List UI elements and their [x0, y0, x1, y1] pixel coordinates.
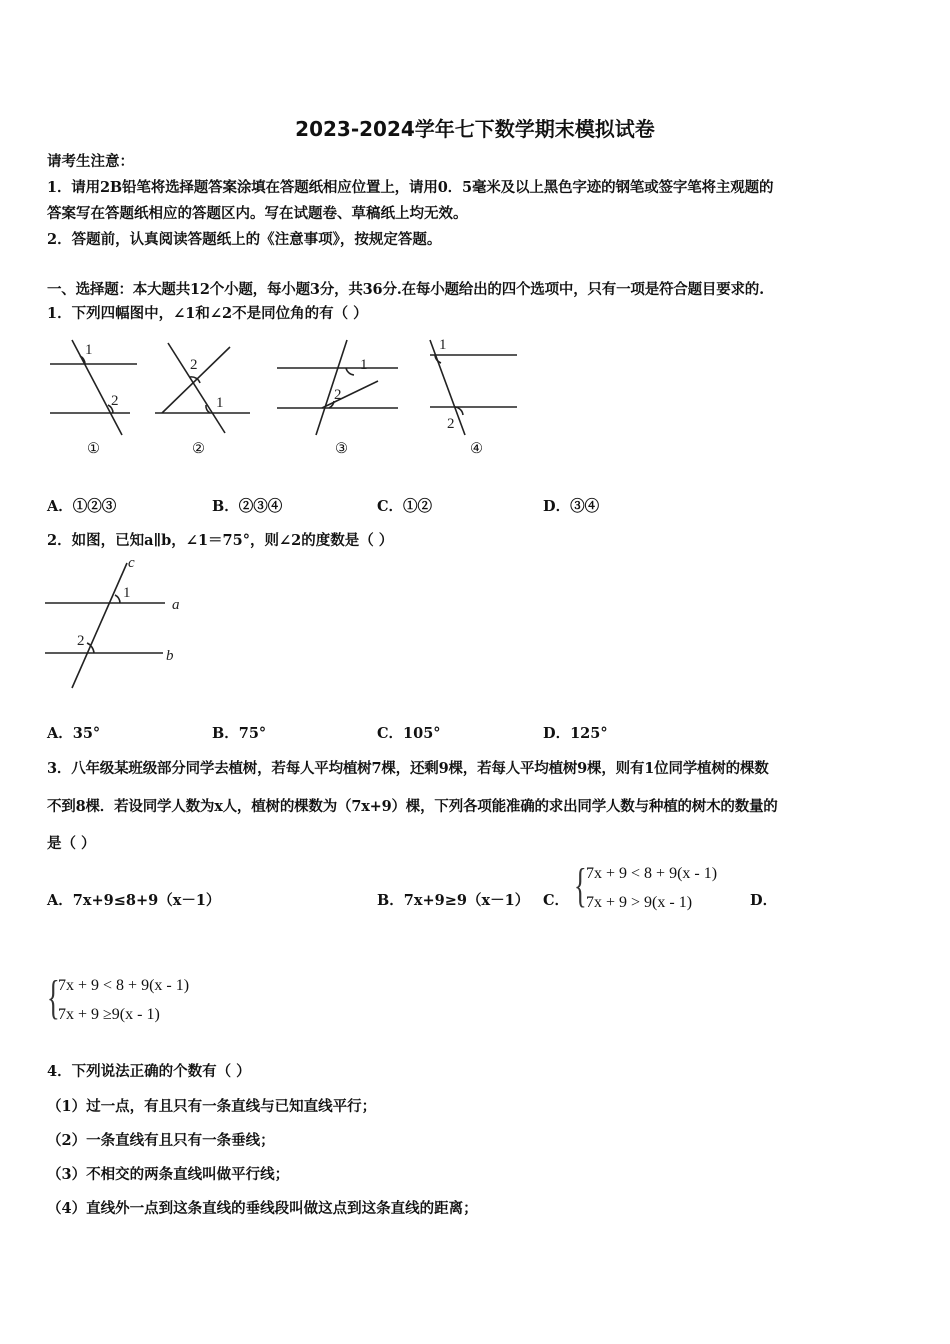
line-b-label: b — [166, 648, 174, 664]
q1-option-d: D．③④ — [543, 498, 600, 515]
q4-stem: 4．下列说法正确的个数有（ ） — [47, 1063, 251, 1080]
angle-1-label: 1 — [85, 342, 93, 358]
q4-item-2: （2）一条直线有且只有一条垂线； — [47, 1132, 275, 1149]
q1-fig-label-2: ② — [192, 441, 205, 457]
q4-item-4: （4）直线外一点到这条直线的垂线段叫做这点到这条直线的距离； — [47, 1200, 478, 1217]
q1-figure-1 — [45, 335, 135, 440]
q2-option-a: A．35° — [47, 725, 101, 742]
q3-option-a: A．7x+9≤8+9（x－1） — [47, 892, 221, 909]
brace-icon: { — [574, 859, 587, 912]
q1-fig-label-3: ③ — [335, 441, 348, 457]
notice-line-2: 2．答题前，认真阅读答题纸上的《注意事项》，按规定答题。 — [47, 231, 442, 248]
q3-line-3: 是（ ） — [47, 835, 96, 852]
q2-option-d: D．125° — [543, 725, 608, 742]
section-1-heading: 一、选择题：本大题共12个小题，每小题3分，共36分.在每小题给出的四个选项中，只有一项是符合题目要求的. — [47, 281, 764, 298]
q3-option-c-inequality-1: 7x + 9 < 8 + 9(x - 1) — [586, 865, 718, 882]
angle-1-label: 1 — [123, 585, 131, 601]
q2-option-c: C．105° — [377, 725, 441, 742]
q1-figure-3 — [272, 335, 402, 440]
q1-fig-label-1: ① — [87, 441, 100, 457]
q1-option-c: C．①② — [377, 498, 433, 515]
angle-2-label: 2 — [190, 357, 198, 373]
notice-heading: 请考生注意： — [47, 153, 134, 170]
q2-figure — [45, 555, 195, 695]
brace-icon: { — [47, 971, 60, 1024]
q1-fig-label-4: ④ — [470, 441, 483, 457]
q2-stem: 2．如图，已知a∥b，∠1＝75°，则∠2的度数是（ ） — [47, 532, 394, 549]
notice-line-1b: 答案写在答题纸相应的答题区内。写在试题卷、草稿纸上均无效。 — [47, 205, 468, 222]
q1-figure-4 — [425, 335, 525, 440]
q3-line-2: 不到8棵．若设同学人数为x人，植树的棵数为（7x+9）棵，下列各项能准确的求出同学人数与种植的树木的数量的 — [47, 798, 778, 815]
q1-option-b: B．②③④ — [212, 498, 283, 515]
q3-option-d: D． — [750, 892, 778, 909]
q4-item-3: （3）不相交的两条直线叫做平行线； — [47, 1166, 290, 1183]
angle-2-label: 2 — [111, 393, 119, 409]
q1-figure-2 — [150, 335, 255, 440]
q2-option-b: B．75° — [212, 725, 267, 742]
line-a-label: a — [172, 597, 180, 613]
notice-line-1a: 1．请用2B铅笔将选择题答案涂填在答题纸相应位置上，请用0．5毫米及以上黑色字迹的钢笔或签字笔将主观题的 — [47, 179, 774, 196]
angle-1-label: 1 — [439, 337, 447, 353]
angle-1-label: 1 — [216, 395, 224, 411]
q4-item-1: （1）过一点，有且只有一条直线与已知直线平行； — [47, 1098, 377, 1115]
q3-option-d-inequality-2: 7x + 9 ≥9(x - 1) — [58, 1006, 160, 1023]
angle-2-label: 2 — [77, 633, 85, 649]
q3-option-c: C． — [543, 892, 570, 909]
q1-stem: 1．下列四幅图中，∠1和∠2不是同位角的有（ ） — [47, 305, 368, 322]
angle-1-label: 1 — [360, 357, 368, 373]
q3-option-c-inequality-2: 7x + 9 > 9(x - 1) — [586, 894, 693, 911]
angle-2-label: 2 — [447, 416, 455, 432]
q3-line-1: 3．八年级某班级部分同学去植树，若每人平均植树7棵，还剩9棵，若每人平均植树9棵，则有1位同学植树的棵数 — [47, 760, 769, 777]
q1-option-a: A．①②③ — [47, 498, 117, 515]
angle-2-label: 2 — [334, 387, 342, 403]
q3-option-b: B．7x+9≥9（x－1） — [377, 892, 530, 909]
page-title: 2023-2024学年七下数学期末模拟试卷 — [295, 117, 655, 141]
line-c-label: c — [128, 555, 135, 571]
q3-option-d-inequality-1: 7x + 9 < 8 + 9(x - 1) — [58, 977, 190, 994]
